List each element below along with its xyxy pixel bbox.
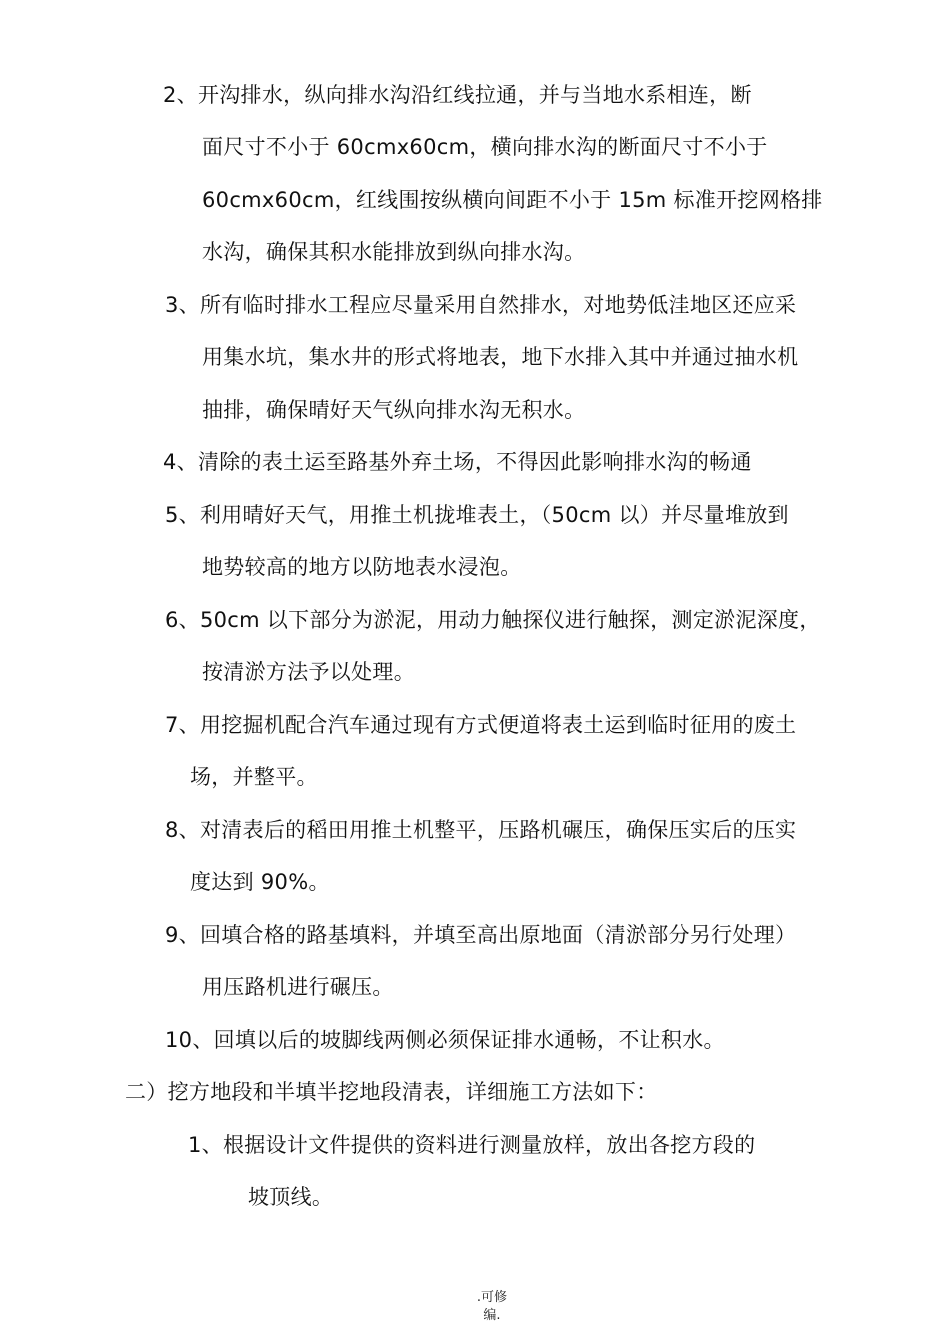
footer-line-2: 编.: [483, 1308, 501, 1323]
text-line-15: 8、对清表后的稻田用推土机整平，压路机碾压，确保压实后的压实: [165, 818, 797, 842]
text-line-1: 2、开沟排水，纵向排水沟沿红线拉通，并与当地水系相连，断: [163, 83, 752, 107]
text-line-13: 7、用挖掘机配合汽车通过现有方式便道将表土运到临时征用的废土: [165, 713, 797, 737]
section-heading: 二）挖方地段和半填半挖地段清表，详细施工方法如下：: [125, 1080, 658, 1104]
text-line-12: 按清淤方法予以处理。: [202, 660, 415, 684]
text-line-11: 6、50cm 以下部分为淤泥，用动力触探仪进行触探，测定淤泥深度，: [165, 608, 821, 632]
footer-line-1: .可修: [476, 1290, 508, 1305]
text-line-4: 水沟，确保其积水能排放到纵向排水沟。: [202, 240, 586, 264]
text-line-21: 1、根据设计文件提供的资料进行测量放样，放出各挖方段的: [188, 1133, 756, 1157]
text-line-10: 地势较高的地方以防地表水浸泡。: [202, 555, 522, 579]
text-line-7: 抽排，确保晴好天气纵向排水沟无积水。: [202, 398, 586, 422]
text-line-6: 用集水坑，集水井的形式将地表，地下水排入其中并通过抽水机: [202, 345, 799, 369]
text-line-3: 60cmx60cm，红线围按纵横向间距不小于 15m 标准开挖网格排: [202, 188, 823, 212]
text-line-16: 度达到 90%。: [190, 870, 330, 894]
text-line-2: 面尺寸不小于 60cmx60cm，横向排水沟的断面尺寸不小于: [202, 135, 768, 159]
text-line-19: 10、回填以后的坡脚线两侧必须保证排水通畅，不让积水。: [165, 1028, 725, 1052]
text-line-22: 坡顶线。: [248, 1185, 334, 1209]
text-line-17: 9、回填合格的路基填料，并填至高出原地面（清淤部分另行处理）: [165, 923, 797, 947]
text-line-8: 4、清除的表土运至路基外弃土场，不得因此影响排水沟的畅通: [163, 450, 752, 474]
text-line-5: 3、所有临时排水工程应尽量采用自然排水，对地势低洼地区还应采: [165, 293, 797, 317]
text-line-9: 5、利用晴好天气，用推土机拢堆表土，（50cm 以）并尽量堆放到: [165, 503, 789, 527]
text-line-14: 场，并整平。: [190, 765, 318, 789]
text-line-18: 用压路机进行碾压。: [202, 975, 394, 999]
